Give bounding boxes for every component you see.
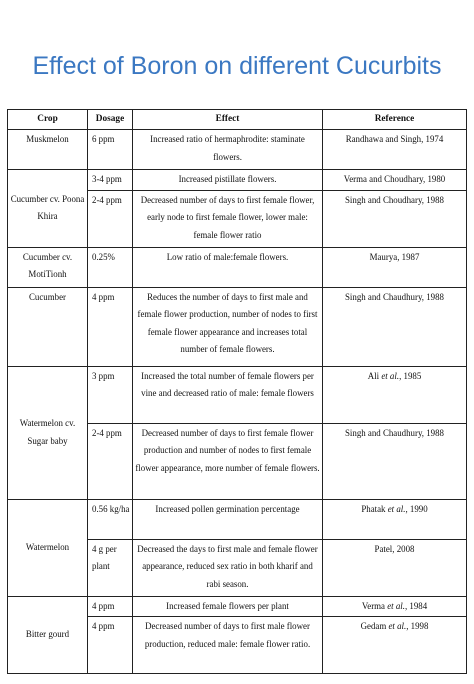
effect-cell: Increased the total number of female flowers per vine and decreased ratio of male: female flowers <box>133 366 323 423</box>
effect-cell: Reduces the number of days to first male and female flower production, number of nodes to first female flower appearance and increases total number of female flowers. <box>133 287 323 366</box>
table-row <box>8 247 467 287</box>
reference-cell: Verma and Choudhary, 1980 <box>323 170 467 191</box>
dosage-cell: 4 ppm <box>88 596 133 617</box>
crop-cell: Cucumber <box>8 287 88 366</box>
reference-cell <box>323 596 467 617</box>
reference-cell: Singh and Choudhary, 1988 <box>323 190 467 247</box>
dosage-cell: 3 ppm <box>88 366 133 423</box>
table-row <box>8 130 467 170</box>
effect-cell: Decreased number of days to first female flower, early node to first female flower, lower male: female flower ratio <box>133 190 323 247</box>
reference-author: Gedam <box>360 621 389 631</box>
header-crop: Crop <box>8 110 88 130</box>
dosage-cell: 2-4 ppm <box>88 423 133 499</box>
dosage-cell: 0.56 kg/ha <box>88 499 133 539</box>
table-row <box>8 287 467 366</box>
effect-cell: Low ratio of male:female flowers. <box>133 247 323 287</box>
reference-cell: Singh and Chaudhury, 1988 <box>323 423 467 499</box>
table-row <box>8 170 467 191</box>
crop-cell: Muskmelon <box>8 130 88 170</box>
dosage-cell: 3-4 ppm <box>88 170 133 191</box>
reference-cell: Maurya, 1987 <box>323 247 467 287</box>
crop-cell: Cucumber cv. Poona Khira <box>8 170 88 248</box>
reference-cell: Randhawa and Singh, 1974 <box>323 130 467 170</box>
header-effect: Effect <box>133 110 323 130</box>
boron-effects-table <box>7 109 467 674</box>
crop-cell: Watermelon cv. Sugar baby <box>8 366 88 499</box>
table-row <box>8 596 467 617</box>
effect-cell: Increased ratio of hermaphrodite: staminate flowers. <box>133 130 323 170</box>
dosage-cell: 4 ppm <box>88 617 133 674</box>
page-title: Effect of Boron on different Cucurbits <box>32 52 442 80</box>
effect-cell: Decreased number of days to first male flower production, reduced male: female flower ratio. <box>133 617 323 674</box>
dosage-cell: 4 g per plant <box>88 539 133 596</box>
header-reference: Reference <box>323 110 467 130</box>
effect-cell: Increased female flowers per plant <box>133 596 323 617</box>
crop-cell: Bitter gourd <box>8 596 88 674</box>
reference-etal: et al. <box>381 370 400 381</box>
reference-year: , 1984 <box>404 600 428 611</box>
crop-cell: Watermelon <box>8 499 88 596</box>
header-dosage: Dosage <box>88 110 133 130</box>
reference-year: , 1990 <box>405 503 428 514</box>
crop-cell: Cucumber cv. MotiTionh <box>8 247 88 287</box>
reference-cell: Patel, 2008 <box>323 539 467 596</box>
reference-etal: et al. <box>387 503 406 514</box>
effect-cell: Increased pollen germination percentage <box>133 499 323 539</box>
reference-cell <box>323 617 467 674</box>
table-header-row <box>8 110 467 130</box>
reference-cell: Singh and Chaudhury, 1988 <box>323 287 467 366</box>
reference-cell <box>323 499 467 539</box>
table-row <box>8 499 467 539</box>
reference-year: , 1998 <box>406 621 429 631</box>
reference-author: Ali <box>367 370 382 381</box>
reference-cell <box>323 366 467 423</box>
effect-cell: Decreased number of days to first female flower production and number of nodes to first female flower appearance, more number of female flowers. <box>133 423 323 499</box>
dosage-cell: 6 ppm <box>88 130 133 170</box>
dosage-cell: 2-4 ppm <box>88 190 133 247</box>
reference-year: , 1985 <box>399 370 422 381</box>
reference-etal: et al. <box>388 621 407 631</box>
effect-cell: Increased pistillate flowers. <box>133 170 323 191</box>
reference-author: Phatak <box>361 503 388 514</box>
dosage-cell: 4 ppm <box>88 287 133 366</box>
dosage-cell: 0.25% <box>88 247 133 287</box>
reference-author: Verma <box>361 600 388 611</box>
effect-cell: Decreased the days to first male and female flower appearance, reduced sex ratio in both kharif and rabi season. <box>133 539 323 596</box>
table-row <box>8 366 467 423</box>
reference-etal: et al. <box>387 600 405 611</box>
